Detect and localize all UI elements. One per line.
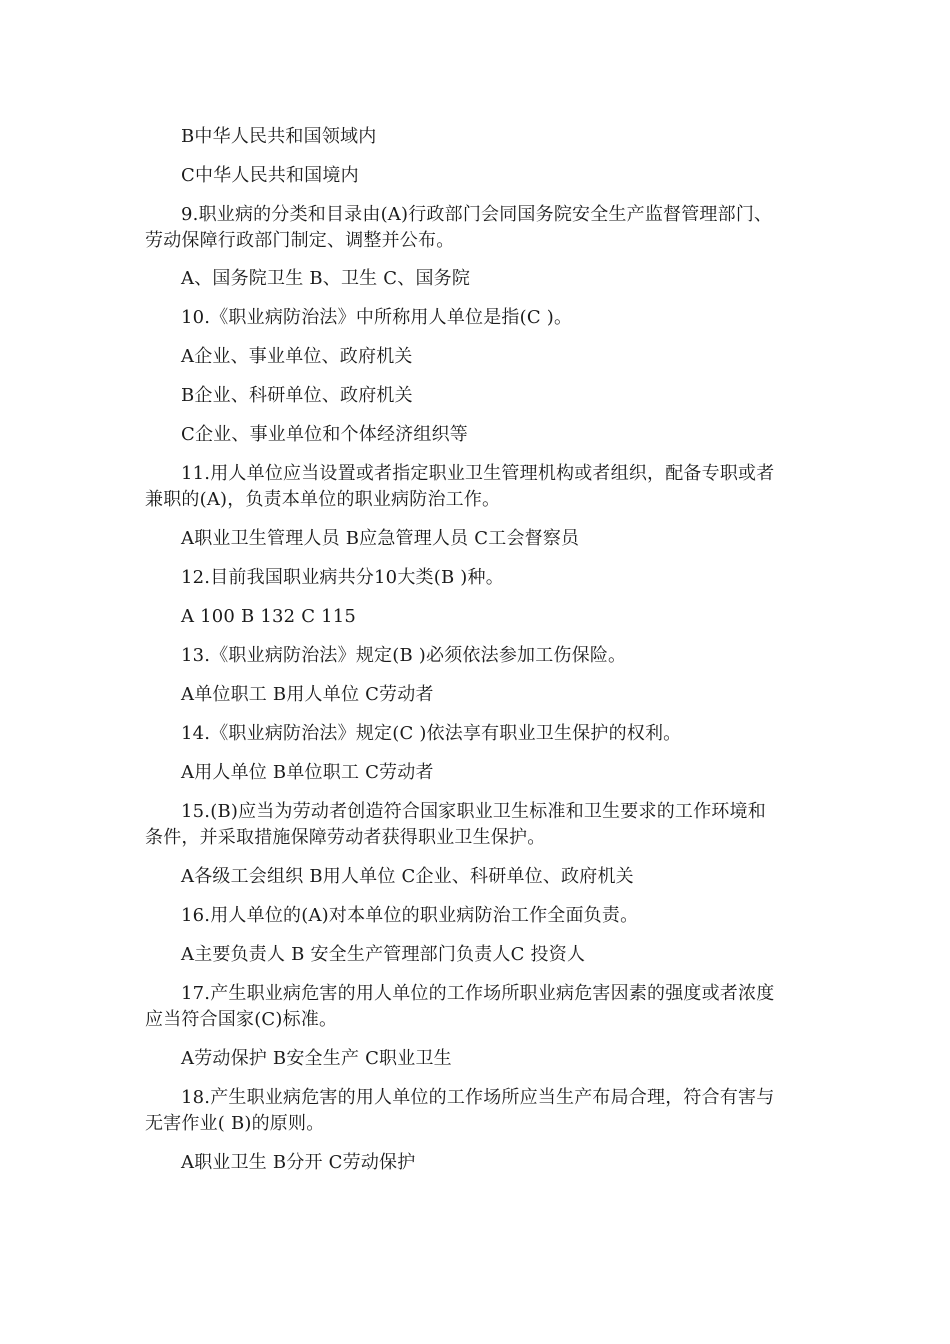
text-line: C中华人民共和国境内: [181, 165, 359, 186]
question-14: 14.《职业病防治法》规定(C )依法享有职业卫生保护的权利。: [181, 723, 682, 744]
question-18-cont: 无害作业( B)的原则。: [145, 1113, 325, 1134]
question-11-cont: 兼职的(A)，负责本单位的职业病防治工作。: [145, 489, 501, 510]
question-15-cont: 条件，并采取措施保障劳动者获得职业卫生保护。: [145, 827, 546, 848]
question-15: 15.(B)应当为劳动者创造符合国家职业卫生标准和卫生要求的工作环境和: [181, 801, 766, 822]
options-9: A、国务院卫生 B、卫生 C、国务院: [181, 268, 471, 289]
options-14: A用人单位 B单位职工 C劳动者: [181, 762, 434, 783]
options-12: A 100 B 132 C 115: [181, 606, 357, 627]
options-16: A主要负责人 B 安全生产管理部门负责人C 投资人: [181, 944, 586, 965]
options-13: A单位职工 B用人单位 C劳动者: [181, 684, 434, 705]
question-11: 11.用人单位应当设置或者指定职业卫生管理机构或者组织，配备专职或者: [181, 463, 775, 484]
question-17: 17.产生职业病危害的用人单位的工作场所职业病危害因素的强度或者浓度: [181, 983, 775, 1004]
question-9: 9.职业病的分类和目录由(A)行政部门会同国务院安全生产监督管理部门、: [181, 204, 773, 225]
options-15: A各级工会组织 B用人单位 C企业、科研单位、政府机关: [181, 866, 634, 887]
options-17: A劳动保护 B安全生产 C职业卫生: [181, 1048, 452, 1069]
option-10-a: A企业、事业单位、政府机关: [181, 346, 413, 367]
question-18: 18.产生职业病危害的用人单位的工作场所应当生产布局合理，符合有害与: [181, 1087, 775, 1108]
option-10-b: B企业、科研单位、政府机关: [181, 385, 413, 406]
text-line: B中华人民共和国领域内: [181, 126, 377, 147]
question-17-cont: 应当符合国家(C)标准。: [145, 1009, 338, 1030]
options-18: A职业卫生 B分开 C劳动保护: [181, 1152, 416, 1173]
question-9-cont: 劳动保障行政部门制定、调整并公布。: [145, 230, 455, 251]
question-12: 12.目前我国职业病共分10大类(B )种。: [181, 567, 504, 588]
question-13: 13.《职业病防治法》规定(B )必须依法参加工伤保险。: [181, 645, 627, 666]
option-10-c: C企业、事业单位和个体经济组织等: [181, 424, 468, 445]
question-10: 10.《职业病防治法》中所称用人单位是指(C )。: [181, 307, 573, 328]
options-11: A职业卫生管理人员 B应急管理人员 C工会督察员: [181, 528, 580, 549]
question-16: 16.用人单位的(A)对本单位的职业病防治工作全面负责。: [181, 905, 639, 926]
